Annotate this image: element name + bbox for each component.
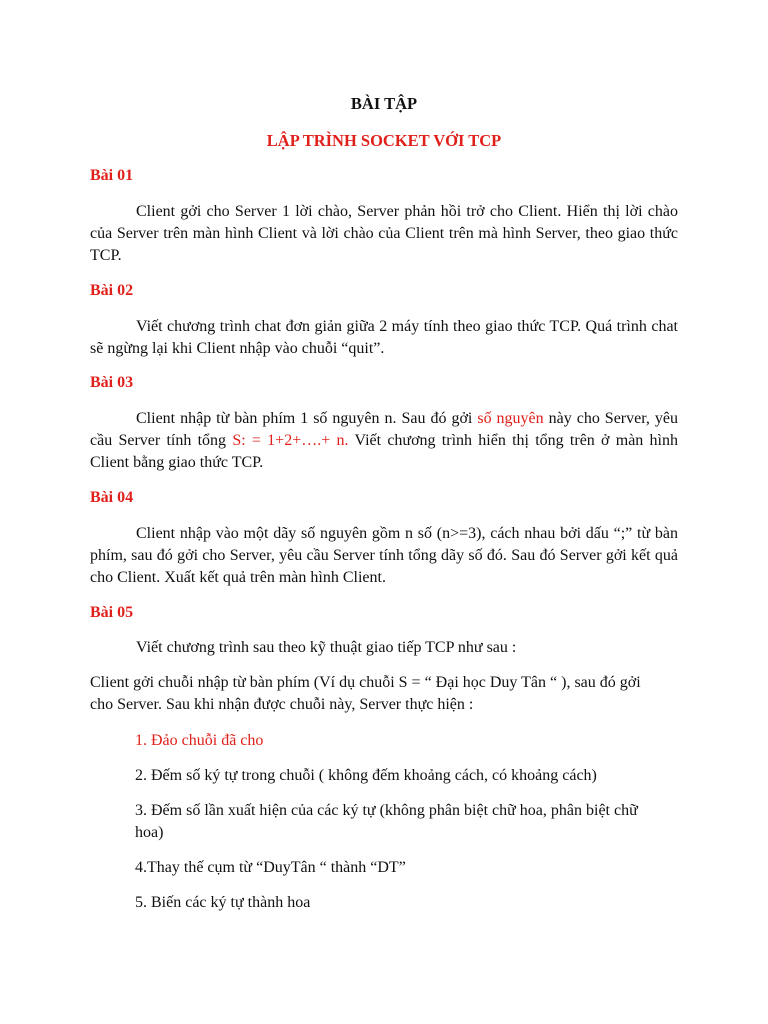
exercise-03-text-a: Client nhập từ bàn phím 1 số nguyên n. Sau đó gởi [136,410,478,427]
exercise-05-item: 5. Biến các ký tự thành hoa [135,894,311,911]
exercise-05-heading: Bài 05 [90,604,134,621]
exercise-03-text-c: Viết chương trình hiển thị tổng trên ở màn hình Client bằng giao thức TCP. [90,432,679,471]
exercise-03-text-b: này cho Server, yêu cầu Server tính tổng [90,410,679,449]
exercise-02-heading: Bài 02 [90,282,134,299]
exercise-03-text [90,408,678,474]
exercise-05-item: 2. Đếm số ký tự trong chuỗi ( không đếm khoảng cách, có khoảng cách) [135,767,597,784]
document-title: BÀI TẬP [350,94,418,113]
exercise-02-text: Viết chương trình chat đơn giản giữa 2 máy tính theo giao thức TCP. Quá trình chat sẽ ngừng lại khi Client nhập vào chuỗi “quit”. [90,318,678,357]
exercise-05-item: 4.Thay thế cụm từ “DuyTân “ thành “DT” [135,859,406,876]
exercise-05-description: Client gởi chuỗi nhập từ bàn phím (Ví dụ chuỗi S = “ Đại học Duy Tân “ ), sau đó gởi cho Server. Sau khi nhận được chuỗi này, Server thực hiện : [90,674,641,713]
exercise-05-intro: Viết chương trình sau theo kỹ thuật giao tiếp TCP như sau : [136,639,517,656]
exercise-03-highlight-formula: S: = 1+2+….+ n. [232,432,349,449]
exercise-04-heading: Bài 04 [90,489,134,506]
exercise-05-item: 3. Đếm số lần xuất hiện của các ký tự (không phân biệt chữ hoa, phân biệt chữ hoa) [135,802,638,841]
exercise-01-heading: Bài 01 [90,167,134,184]
document-subtitle: LẬP TRÌNH SOCKET VỚI TCP [266,131,502,150]
exercise-03-heading: Bài 03 [90,374,134,391]
exercise-04-text: Client nhập vào một dãy số nguyên gồm n số (n>=3), cách nhau bởi dấu “;” từ bàn phím, sau đó gởi cho Server, yêu cầu Server tính tổng dãy số đó. Sau đó Server gởi kết quả cho Client. Xuất kết quả trên màn hình Client. [90,525,678,586]
exercise-01-text: Client gởi cho Server 1 lời chào, Server phản hồi trở cho Client. Hiển thị lời chào của Server trên màn hình Client và lời chào của Client trên mà hình Server, theo giao thức TCP. [90,203,678,264]
exercise-05-item: 1. Đảo chuỗi đã cho [135,732,264,749]
exercise-03-highlight-integer: số nguyên [477,410,544,427]
